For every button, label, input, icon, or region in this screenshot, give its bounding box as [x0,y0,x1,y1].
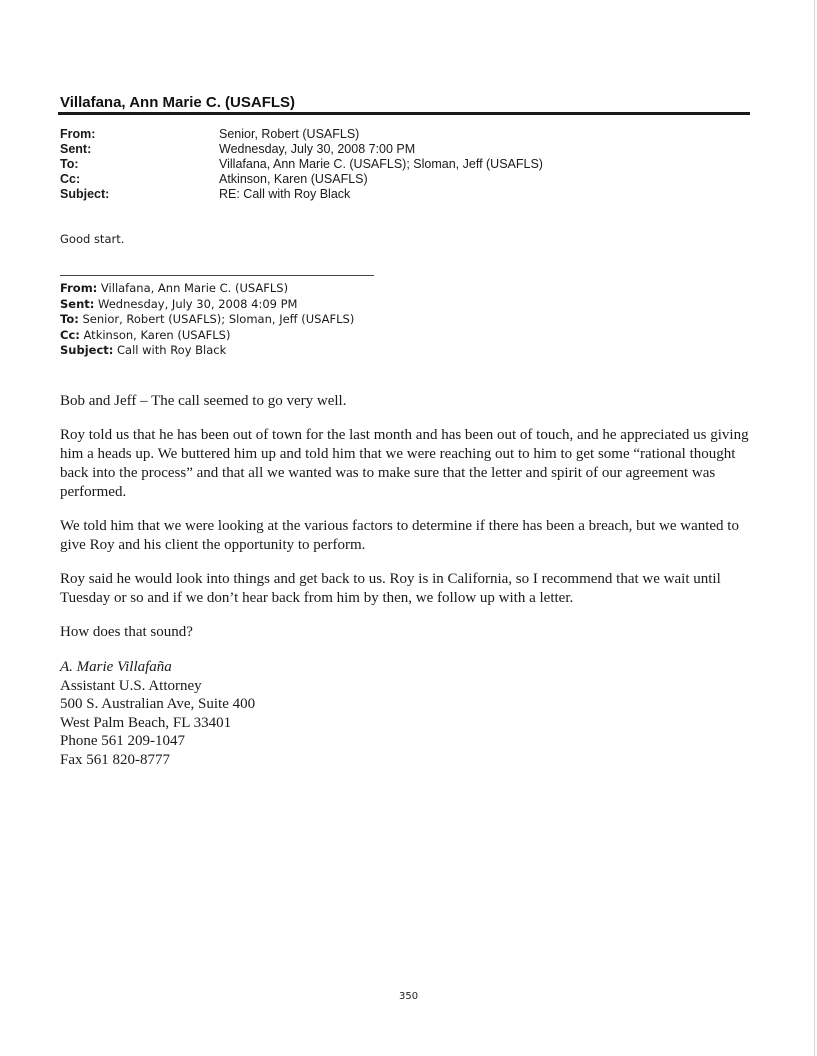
quoted-cc-label: Cc: [60,327,80,342]
signature-fax: Fax 561 820-8777 [60,751,170,768]
signature-name: A. Marie Villafaña [60,659,172,675]
body-paragraph-greeting: Bob and Jeff – The call seemed to go very well. [60,393,347,409]
header-divider [58,112,750,115]
quoted-subject-value: Call with Roy Black [113,343,227,357]
from-value: Senior, Robert (USAFLS) [219,127,360,141]
page-number: 350 [399,991,419,1002]
quoted-cc-value: Atkinson, Karen (USAFLS) [79,327,231,342]
subject-value: RE: Call with Roy Black [219,187,351,201]
signature-address-line2: West Palm Beach, FL 33401 [60,714,232,731]
reply-message: Good start. [60,232,125,246]
to-label: To: [60,157,79,171]
cc-label: Cc: [60,172,81,186]
quoted-cc-row [60,328,354,344]
quoted-from-row [60,281,354,297]
quoted-subject-label: Subject: [60,343,114,357]
header-sent-row [60,142,543,157]
signature-phone: Phone 561 209-1047 [60,733,185,749]
sent-value: Wednesday, July 30, 2008 7:00 PM [219,142,416,156]
sent-label: Sent: [60,142,92,156]
quoted-to-value: Senior, Robert (USAFLS); Sloman, Jeff (USAFLS) [78,312,355,326]
mailbox-owner-title: Villafana, Ann Marie C. (USAFLS) [60,94,296,111]
quoted-email-header [60,281,354,359]
body-paragraph-question: How does that sound? [60,624,193,640]
quoted-from-label: From: [60,281,98,295]
signature-address-line1: 500 S. Australian Ave, Suite 400 [60,696,256,712]
quoted-subject-row [60,343,354,359]
to-value: Villafana, Ann Marie C. (USAFLS); Sloman, Jeff (USAFLS) [219,157,543,171]
quoted-divider [60,275,374,276]
header-subject-row [60,187,543,202]
header-to-row [60,157,543,172]
subject-label: Subject: [60,187,110,201]
cc-value: Atkinson, Karen (USAFLS) [219,172,368,186]
from-label: From: [60,127,96,141]
quoted-sent-row [60,297,354,313]
signature-title: Assistant U.S. Attorney [60,677,202,694]
header-cc-row [60,172,543,187]
email-body [60,392,760,657]
quoted-from-value: Villafana, Ann Marie C. (USAFLS) [97,281,289,295]
body-paragraph-next-steps: Roy said he would look into things and get back to us. Roy is in California, so I recommend that we wait until Tuesday or so and if we don’t hear back from him by then, we follow up with a letter. [60,571,721,606]
quoted-sent-label: Sent: [60,296,95,311]
email-signature [60,658,255,769]
quoted-sent-value: Wednesday, July 30, 2008 4:09 PM [94,296,298,311]
body-paragraph-call-summary: Roy told us that he has been out of town for the last month and has been out of touch, and he appreciated us giving him a heads up. We buttered him up and told him that we were reaching out to him to get some “rational thought back into the process” and that all we wanted was to make sure that the letter and spirit of our agreement was performed. [60,427,749,500]
quoted-to-row [60,312,354,328]
email-header [60,127,543,202]
scan-edge-line [814,0,815,1056]
quoted-to-label: To: [60,312,79,326]
body-paragraph-breach: We told him that we were looking at the various factors to determine if there has been a breach, but we wanted to give Roy and his client the opportunity to perform. [60,518,739,553]
header-from-row [60,127,543,142]
